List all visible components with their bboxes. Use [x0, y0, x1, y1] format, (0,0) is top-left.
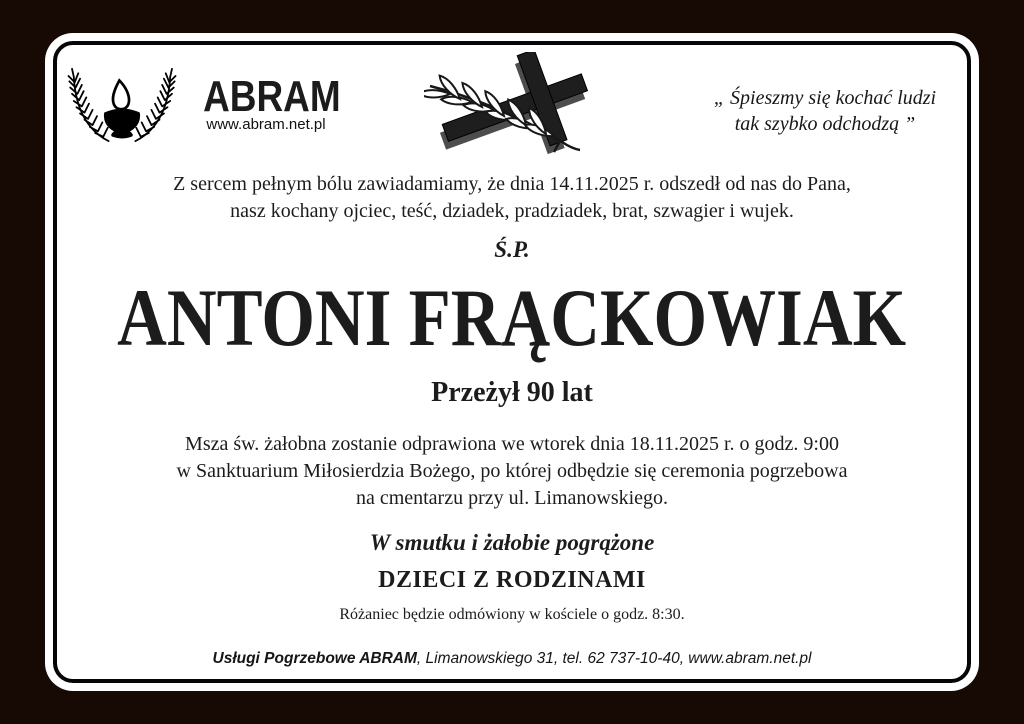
age-line: Przeżył 90 lat: [431, 377, 593, 408]
announcement-line2: nasz kochany ojciec, teść, dziadek, pradziadek, brat, szwagier i wujek.: [230, 200, 794, 222]
footer-line: [0, 650, 1024, 668]
ceremony-line2: w Sanktuarium Miłosierdzia Bożego, po której odbędzie się ceremonia pogrzebowa: [176, 460, 848, 482]
logo-website: www.abram.net.pl: [206, 116, 326, 133]
ceremony-details: [0, 431, 1024, 512]
ceremony-line1: Msza św. żałobna zostanie odprawiona we wtorek dnia 18.11.2025 r. o godz. 9:00: [185, 433, 839, 455]
announcement-line1: Z sercem pełnym bólu zawiadamiamy, że dnia 14.11.2025 r. odszedł od nas do Pana,: [173, 173, 851, 195]
footer-details: , Limanowskiego 31, tel. 62 737-10-40, www.abram.net.pl: [416, 650, 812, 667]
logo-text: [190, 62, 342, 133]
announcement-text: [0, 171, 1024, 225]
mourning-phrase: W smutku i żałobie pogrążone: [369, 530, 655, 555]
candle-laurel-icon: [64, 62, 180, 148]
ceremony-line3: na cmentarzu przy ul. Limanowskiego.: [355, 487, 669, 509]
mourners-names: DZIECI Z RODZINAMI: [378, 567, 646, 593]
brand-name: ABRAM: [203, 72, 341, 121]
deceased-name: ANTONI FRĄCKOWIAK: [117, 272, 907, 363]
rosary-note: Różaniec będzie odmówiony w kościele o godz. 8:30.: [339, 606, 685, 623]
cross-olive-branch-icon: [424, 52, 642, 162]
footer-company: Usługi Pogrzebowe ABRAM: [212, 650, 417, 667]
honorific: Ś.P.: [494, 237, 530, 262]
funeral-home-logo: [64, 62, 342, 148]
motto-quote-line1: „ Śpieszmy się kochać ludzi: [713, 87, 937, 109]
motto-quote: [696, 85, 954, 137]
deceased-name-row: [0, 272, 1024, 380]
motto-quote-line2: tak szybko odchodzą ”: [734, 113, 916, 135]
